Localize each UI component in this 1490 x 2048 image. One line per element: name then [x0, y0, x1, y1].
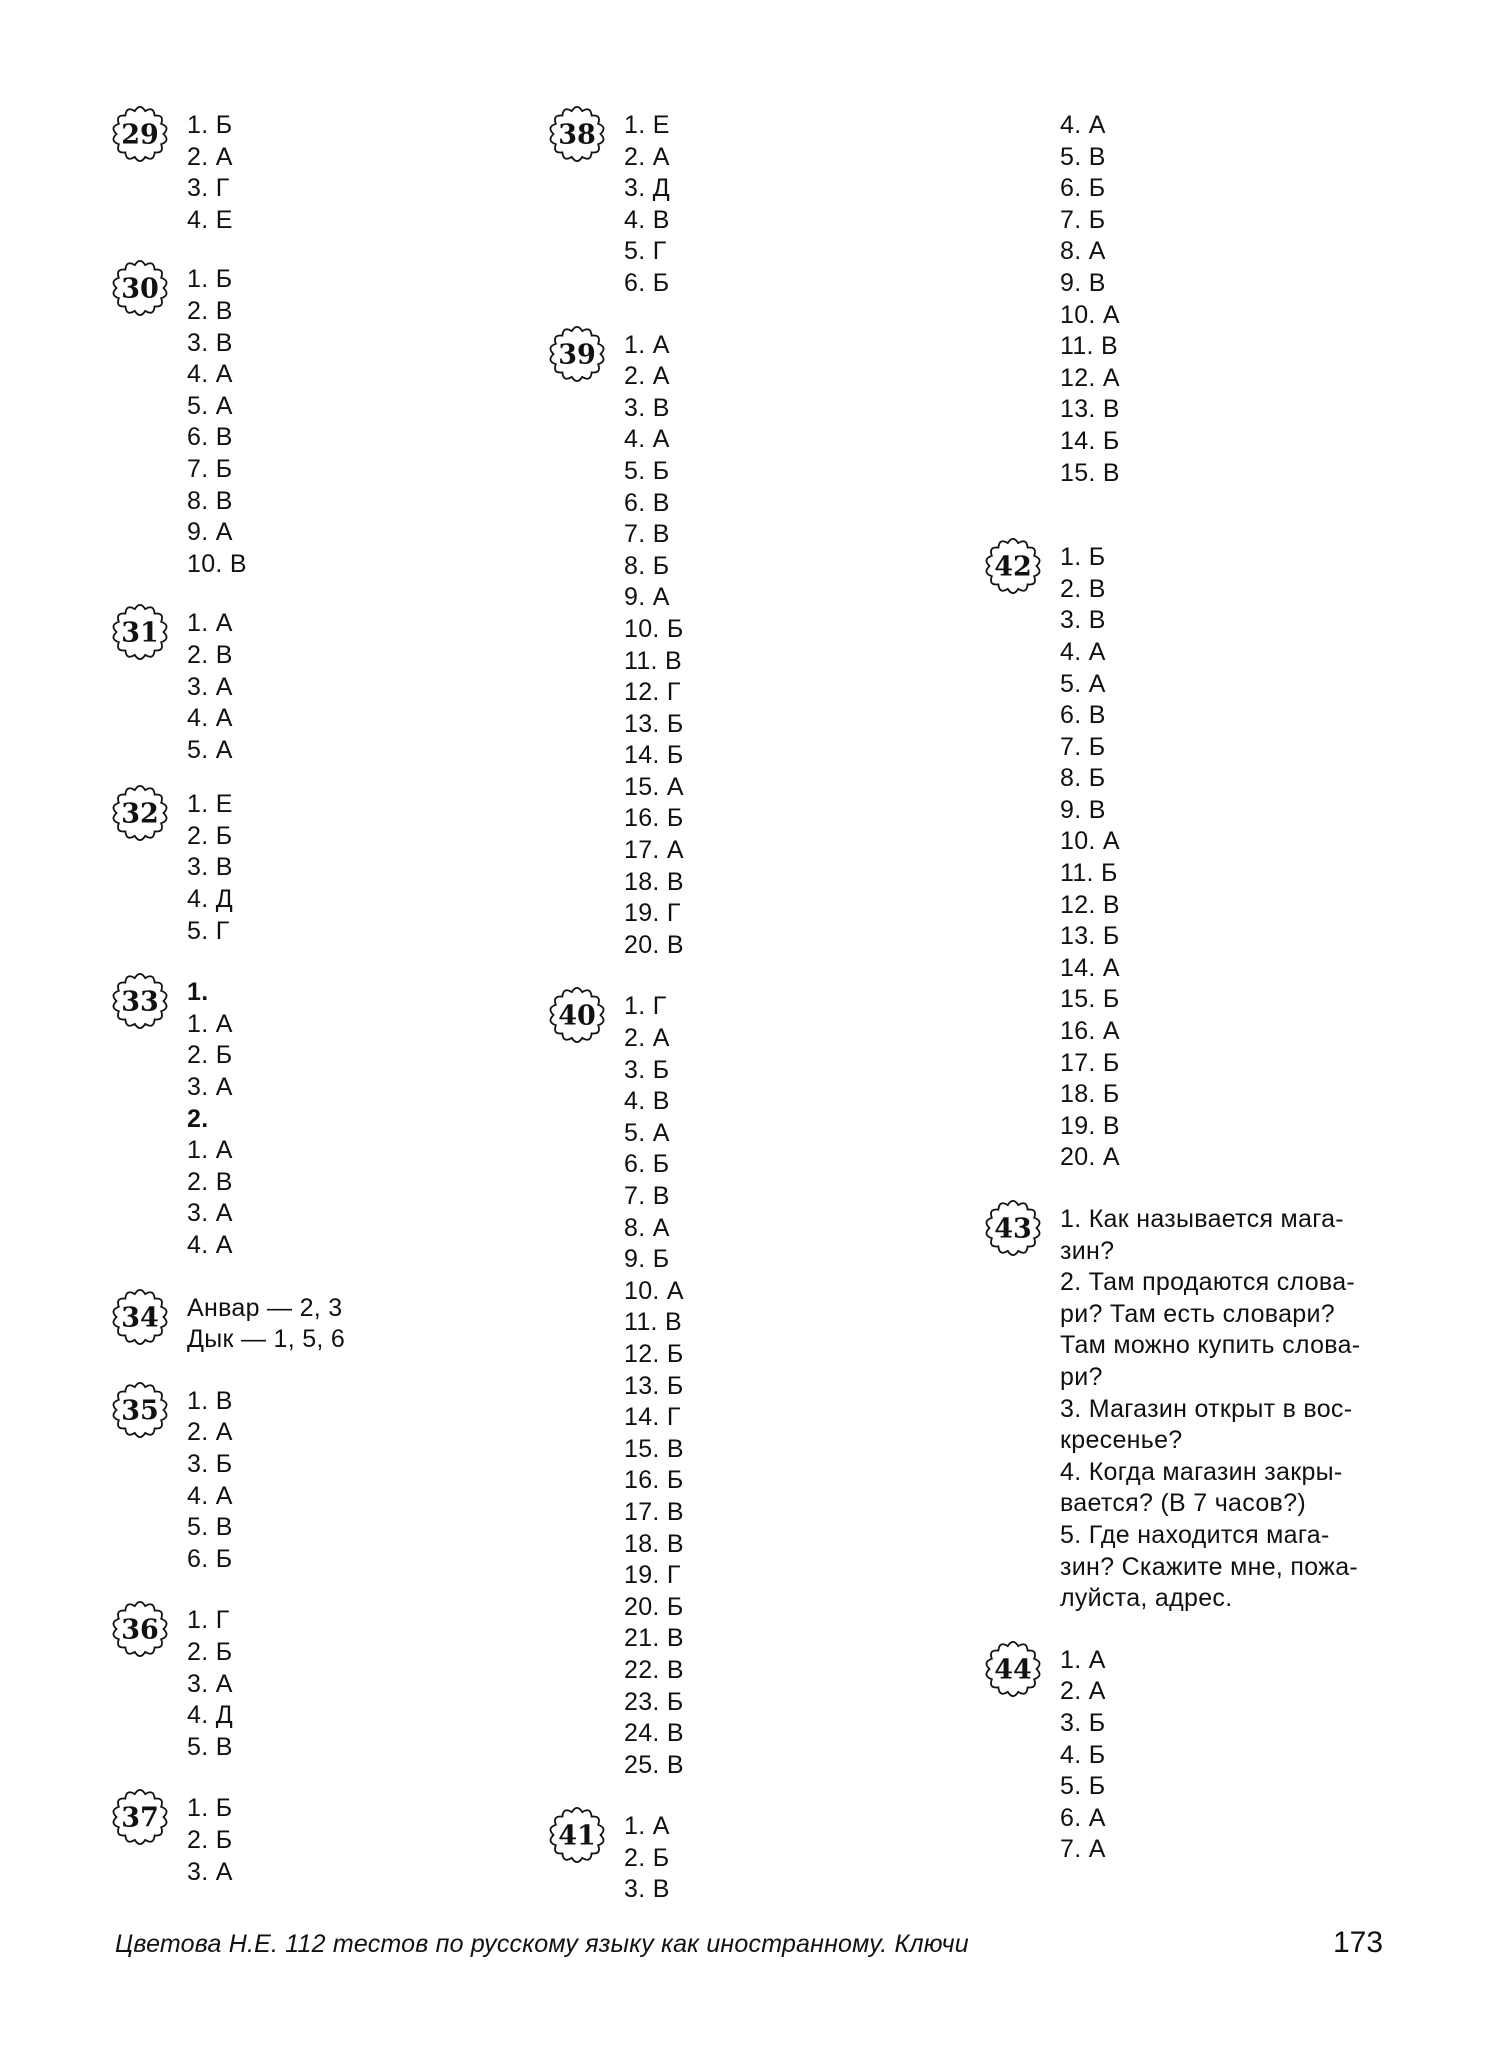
answer-line: 7. Б [187, 454, 233, 483]
task-number: 30 [121, 273, 159, 305]
answer-line: 6. Б [187, 1544, 233, 1573]
answer-line: 1. Б [187, 265, 233, 294]
answer-line: 9. А [187, 518, 233, 547]
answer-line: 3. В [624, 393, 670, 422]
answer-line: 13. Б [624, 1371, 684, 1400]
answer-block [110, 977, 520, 1261]
answer-line: 2. В [1060, 574, 1106, 603]
answer-line: 13. Б [1060, 922, 1120, 951]
answer-line: 11. В [624, 646, 683, 675]
answer-line: 17. Б [1060, 1048, 1120, 1077]
answer-line: 1. [187, 978, 209, 1007]
answer-line: кресенье? [1060, 1426, 1183, 1455]
answer-line: 19. В [1060, 1111, 1120, 1140]
task-number: 43 [994, 1213, 1032, 1245]
answer-line: 24. В [624, 1719, 684, 1748]
answer-line: 17. В [624, 1497, 684, 1526]
answer-line: 10. А [1060, 300, 1120, 329]
answer-line: 2. А [1060, 1677, 1106, 1706]
task-number-badge [110, 971, 170, 1031]
answer-line: 12. Б [624, 1339, 684, 1368]
answer-line: 2. Б [624, 1843, 670, 1872]
task-number-badge [110, 258, 170, 318]
answer-line: 3. А [187, 1857, 233, 1886]
task-number-badge [547, 985, 607, 1045]
answer-block [547, 110, 957, 300]
answer-line: 1. А [1060, 1645, 1106, 1674]
task-number: 38 [558, 119, 596, 151]
answer-line: 9. В [1060, 268, 1106, 297]
answer-line: 3. А [187, 1199, 233, 1228]
answer-block [110, 1605, 520, 1763]
task-number: 37 [121, 1802, 159, 1834]
task-number-badge [983, 1639, 1043, 1699]
answer-line: 4. А [187, 360, 233, 389]
answer-line: 17. А [624, 836, 684, 865]
answer-line: 23. Б [624, 1687, 684, 1716]
task-number: 39 [558, 339, 596, 371]
answer-line: 6. В [1060, 701, 1106, 730]
answer-line: 2. В [187, 296, 233, 325]
answer-line: 5. В [1060, 142, 1106, 171]
answer-line: 6. Б [624, 1150, 670, 1179]
answer-line: 15. А [624, 772, 684, 801]
answer-line: 20. В [624, 930, 684, 959]
task-number-badge [110, 1787, 170, 1847]
answer-line: 6. В [624, 488, 670, 517]
answer-line: 1. Б [1060, 543, 1106, 572]
answer-line: 1. Б [187, 111, 233, 139]
answer-line: 22. В [624, 1655, 684, 1684]
answer-line: Дык — 1, 5, 6 [187, 1325, 346, 1354]
answer-line: 2. Там продаются слова- [1060, 1268, 1356, 1297]
task-number: 32 [121, 798, 159, 830]
answer-line: 5. В [187, 1513, 233, 1542]
answer-line: 3. А [187, 1669, 233, 1698]
answer-block [110, 1793, 520, 1888]
answer-line: 21. В [624, 1624, 684, 1653]
answer-line: ри? [1060, 1362, 1103, 1391]
answer-line: 2. В [187, 640, 233, 669]
answer-line: 8. А [624, 1213, 670, 1242]
answer-line: 5. Где находится мага- [1060, 1520, 1330, 1549]
answer-line: 14. А [1060, 953, 1120, 982]
answer-line: 1. А [624, 1812, 670, 1841]
answer-line: 1. Е [624, 111, 670, 139]
answer-line: 12. В [1060, 890, 1120, 919]
answer-line: 3. В [624, 1875, 670, 1904]
answer-line: 6. Б [624, 268, 670, 297]
task-number-badge [983, 1198, 1043, 1258]
answer-line: 6. А [1060, 1803, 1106, 1832]
answer-block [110, 1293, 520, 1356]
answer-line: 14. Г [624, 1403, 681, 1432]
answer-block [110, 264, 520, 580]
answer-line: 5. А [624, 1118, 670, 1147]
answer-line: 5. А [187, 391, 233, 420]
answer-line: 2. Б [187, 1041, 233, 1070]
answer-line: 3. В [1060, 606, 1106, 635]
answer-line: 10. А [624, 1276, 684, 1305]
answer-line: 3. А [187, 1073, 233, 1102]
answer-line: 10. В [187, 549, 247, 578]
task-number: 29 [121, 119, 159, 151]
answer-line: 4. А [187, 1231, 233, 1259]
answer-line: 12. Г [624, 678, 681, 707]
answer-line: 14. Б [1060, 426, 1120, 455]
answer-line: 4. Е [187, 205, 233, 234]
answer-line: 2. А [624, 1024, 670, 1053]
answer-line: 20. А [1060, 1143, 1120, 1172]
answer-line: 1. А [187, 609, 233, 638]
answer-line: 9. А [624, 583, 670, 612]
answer-line: 2. А [187, 142, 233, 171]
answer-line: 16. Б [624, 1466, 684, 1495]
task-number: 42 [994, 551, 1032, 583]
answer-line: зин? Скажите мне, пожа- [1060, 1552, 1359, 1581]
answer-line: 8. В [187, 486, 233, 515]
answer-line: 4. А [624, 425, 670, 454]
answer-line: 2. Б [187, 1637, 233, 1666]
answer-block [983, 1645, 1388, 1866]
answer-line: 3. Г [187, 174, 230, 203]
answer-line: 2. А [187, 1418, 233, 1447]
answer-line: 11. В [1060, 332, 1119, 361]
answer-block [547, 991, 957, 1781]
answer-line: Там можно купить слова- [1060, 1331, 1361, 1360]
answer-line: 11. Б [1060, 859, 1118, 888]
answer-line: 14. Б [624, 741, 684, 770]
answer-line: 9. В [1060, 795, 1106, 824]
answer-line: 10. А [1060, 827, 1120, 856]
task-number: 41 [558, 1820, 596, 1852]
answer-line: луйста, адрес. [1060, 1584, 1233, 1613]
task-number: 40 [558, 1000, 596, 1032]
answer-line: 16. Б [624, 804, 684, 833]
answer-line: 3. Д [624, 174, 670, 203]
answer-line: 4. А [187, 704, 233, 733]
answer-line: вается? (В 7 часов?) [1060, 1489, 1306, 1518]
answer-column-2 [547, 110, 957, 1906]
answer-line: 6. Б [1060, 174, 1106, 203]
answer-line: 2. Б [187, 821, 233, 850]
answer-block [110, 1386, 520, 1576]
answer-line: 4. Б [1060, 1740, 1106, 1769]
answer-line: 20. Б [624, 1592, 684, 1621]
answer-line: 3. В [187, 328, 233, 357]
task-number: 36 [121, 1614, 159, 1646]
answer-line: 18. В [624, 1529, 684, 1558]
answer-line: 5. Б [624, 456, 670, 485]
answer-line: 1. Как называется мага- [1060, 1205, 1344, 1233]
answer-line: ри? Там есть словари? [1060, 1299, 1335, 1328]
answer-block [110, 789, 520, 947]
task-number: 44 [994, 1654, 1032, 1686]
answer-line: 4. В [624, 205, 670, 234]
answer-column-3 [983, 110, 1388, 1866]
answer-line: 1. Г [187, 1606, 230, 1635]
answer-line: 12. А [1060, 363, 1120, 392]
task-number-badge [983, 536, 1043, 596]
answer-block [983, 1204, 1388, 1615]
answer-line: 5. А [1060, 669, 1106, 698]
answer-line: 4. В [624, 1087, 670, 1116]
answer-line: 4. А [1060, 111, 1106, 139]
answer-line: 3. А [187, 672, 233, 701]
answer-line: 2. В [187, 1167, 233, 1196]
page-number: 173 [1333, 1926, 1384, 1959]
answer-line: 18. Б [1060, 1080, 1120, 1109]
answer-line: 1. А [187, 1009, 233, 1038]
answer-block [983, 110, 1388, 489]
answer-line: 3. Б [1060, 1708, 1106, 1737]
task-number-badge [547, 324, 607, 384]
task-number-badge [547, 104, 607, 164]
answer-line: 5. Г [624, 237, 667, 266]
answer-line: 3. Б [187, 1449, 233, 1478]
answer-line: 3. Магазин открыт в вос- [1060, 1394, 1353, 1423]
footer-caption: Цветова Н.Е. 112 тестов по русскому языку как иностранному. Ключи [115, 1930, 969, 1958]
answer-line: 18. В [624, 867, 684, 896]
answer-line: 16. А [1060, 1017, 1120, 1046]
answer-line: 1. Е [187, 790, 233, 819]
answer-line: 4. А [1060, 637, 1106, 666]
task-number: 35 [121, 1395, 159, 1427]
answer-line: 5. А [187, 735, 233, 764]
task-number-badge [110, 1287, 170, 1347]
answer-line: 4. Когда магазин закры- [1060, 1457, 1343, 1486]
task-number-badge [110, 104, 170, 164]
answer-line: 15. В [624, 1434, 684, 1463]
answer-line: 7. В [624, 520, 670, 549]
answer-column-1 [110, 110, 520, 1888]
answer-line: 11. В [624, 1308, 683, 1337]
answer-line: Анвар — 2, 3 [187, 1293, 343, 1322]
answer-line: 2. Б [187, 1825, 233, 1854]
answer-line: 10. Б [624, 614, 684, 643]
answer-line: 7. А [1060, 1835, 1106, 1864]
answer-line: 15. Б [1060, 985, 1120, 1014]
answer-line: 3. Б [624, 1055, 670, 1084]
answer-line: 2. [187, 1104, 209, 1133]
answer-line: 2. А [624, 142, 670, 171]
answer-line: 1. Б [187, 1794, 233, 1823]
answer-line: 19. Г [624, 1561, 681, 1590]
answer-line: 7. Б [1060, 205, 1106, 234]
answer-line: 1. В [187, 1386, 233, 1415]
answer-block [547, 330, 957, 962]
answer-line: 8. Б [1060, 764, 1106, 793]
answer-line: 5. Г [187, 916, 230, 945]
answer-line: 6. В [187, 423, 233, 452]
answer-line: 1. А [187, 1136, 233, 1165]
answer-line: 8. Б [624, 551, 670, 580]
answer-line: 3. В [187, 853, 233, 882]
answer-line: 4. Д [187, 885, 233, 914]
answer-block [547, 1811, 957, 1906]
answer-line: 5. Б [1060, 1772, 1106, 1801]
task-number-badge [110, 1380, 170, 1440]
answer-block [983, 542, 1388, 1174]
task-number: 34 [121, 1302, 159, 1334]
answer-line: 9. Б [624, 1245, 670, 1274]
answer-line: 13. Б [624, 709, 684, 738]
answer-line: 5. В [187, 1732, 233, 1761]
task-number: 33 [121, 986, 159, 1018]
answer-line: зин? [1060, 1236, 1115, 1265]
answer-line: 19. Г [624, 899, 681, 928]
answer-line: 4. Д [187, 1701, 233, 1730]
answer-line: 7. Б [1060, 732, 1106, 761]
task-number-badge [110, 783, 170, 843]
answer-block [110, 110, 520, 236]
answer-line: 25. В [624, 1750, 684, 1779]
answer-line: 4. А [187, 1481, 233, 1510]
task-number: 31 [121, 617, 159, 649]
task-number-badge [110, 602, 170, 662]
task-number-badge [547, 1805, 607, 1865]
answer-line: 15. В [1060, 458, 1120, 487]
answer-line: 1. Г [624, 992, 667, 1021]
answer-line: 7. В [624, 1182, 670, 1210]
answer-line: 2. А [624, 362, 670, 391]
answer-line: 13. В [1060, 395, 1120, 424]
task-number-badge [110, 1599, 170, 1659]
answer-line: 1. А [624, 330, 670, 359]
answer-block [110, 608, 520, 766]
answer-line: 8. А [1060, 237, 1106, 266]
